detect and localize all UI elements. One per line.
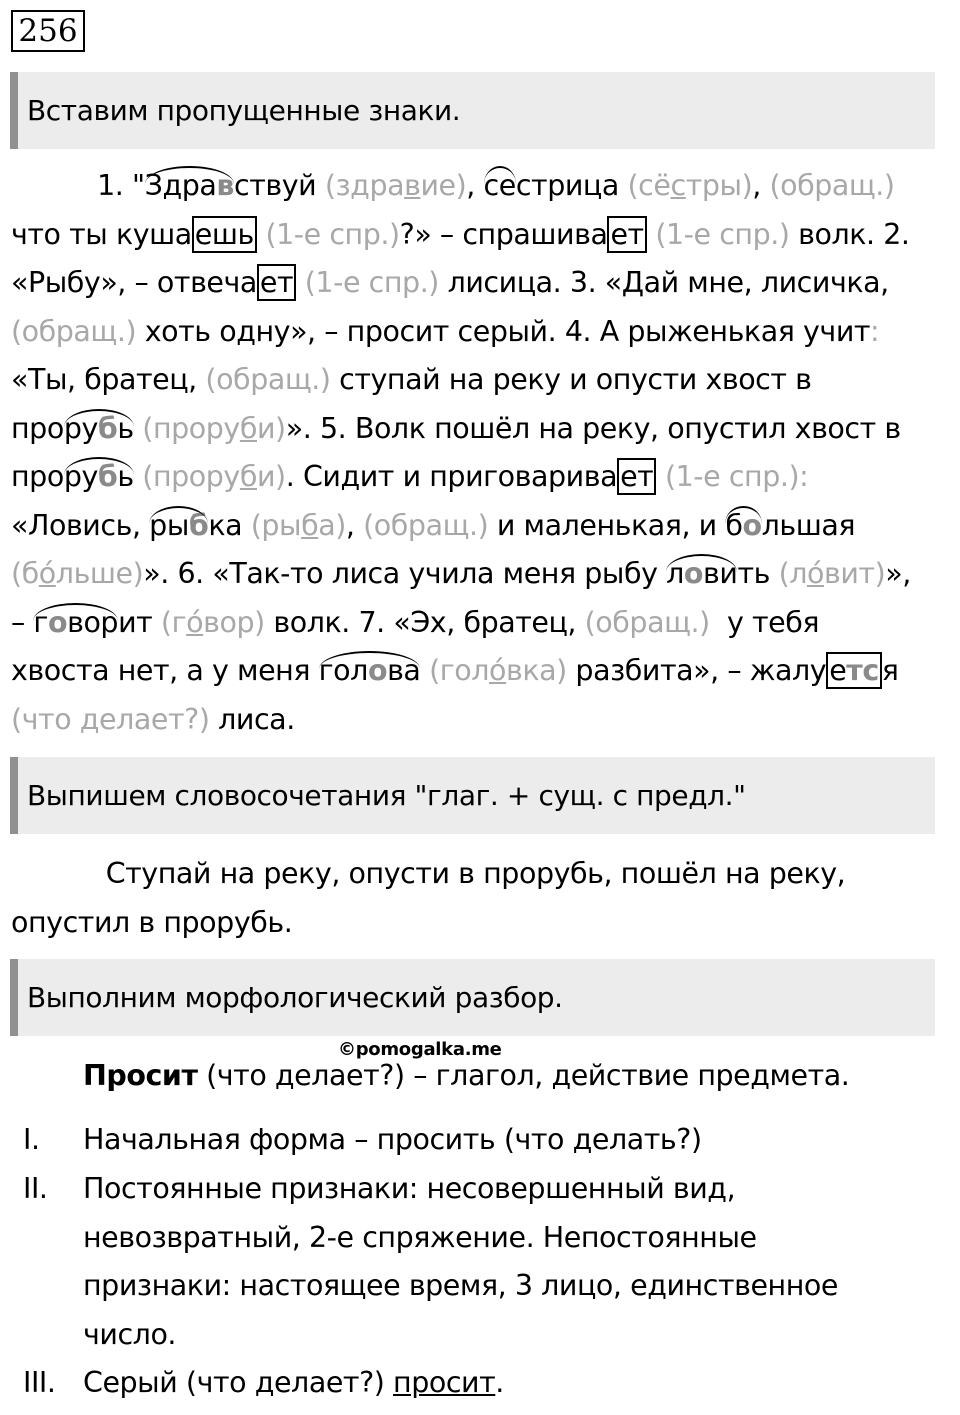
list-marker: III.	[23, 1366, 56, 1399]
text-line: (обращ.) хоть одну», – просит серый. 4. А рыженькая учит:	[11, 314, 880, 348]
exercise-number: 256	[11, 10, 85, 52]
phrases-line-1: Ступай на реку, опусти в прорубь, пошёл на реку,	[105, 857, 846, 890]
text-line: (что делает?) лиса.	[11, 702, 295, 736]
section-header-phrases: Выпишем словосочетания "глаг. + сущ. с предл."	[10, 757, 935, 834]
section-header-morph: Выполним морфологический разбор.	[10, 959, 935, 1036]
text-line: – говорит (го́вор) волк. 7. «Эх, братец, (обращ.) у тебя	[11, 599, 941, 648]
list-marker: II.	[23, 1172, 48, 1205]
phrases-text	[11, 850, 941, 947]
watermark: ©pomogalka.me	[338, 1039, 502, 1060]
list-text: Начальная форма – просить (что делать?)	[83, 1123, 702, 1156]
list-text: число.	[83, 1317, 177, 1351]
list-text: невозвратный, 2-е спряжение. Непостоянные	[83, 1220, 757, 1254]
text-line: «Ты, братец, (обращ.) ступай на реку и опусти хвост в	[11, 363, 812, 396]
text-line: прорубь (проруби)». 5. Волк пошёл на реку, опустил хвост в	[11, 405, 941, 454]
list-text: признаки: настоящее время, 3 лицо, единственное	[83, 1269, 838, 1302]
text-line: 1. "Здравствуй (здравие), сестрица (сёстры), (обращ.)	[11, 162, 941, 211]
text-line: «Рыбу», – отвеча ет (1-е спр.) лисица. 3. «Дай мне, лисичка,	[11, 266, 889, 299]
text-line: (бо́льше)». 6. «Так-то лиса учила меня рыбу ловить (ло́вит)»,	[11, 550, 941, 599]
list-text: Постоянные признаки: несовершенный вид,	[83, 1172, 736, 1205]
exercise-text	[11, 162, 941, 744]
list-marker: I.	[23, 1123, 40, 1156]
morph-word: Просит	[83, 1059, 198, 1092]
text-line: хвоста нет, а у меня голова (голо́вка) разбита», – жалу етс я	[11, 647, 941, 696]
section-header-insert-marks: Вставим пропущенные знаки.	[10, 72, 935, 149]
text-line: что ты куша ешь (1-е спр.)?» – спрашива ет (1-е спр.) волк. 2.	[11, 217, 910, 251]
morph-intro-text: (что делает?) – глагол, действие предмета.	[197, 1059, 850, 1092]
list-text: Серый (что делает?)	[83, 1366, 394, 1399]
text-line: «Ловись, рыбка (рыба), (обращ.) и маленькая, и большая	[11, 502, 941, 551]
underlined-word: просит	[393, 1366, 496, 1399]
text-line: прорубь (проруби). Сидит и приговарива ет (1-е спр.):	[11, 453, 941, 502]
morph-intro	[11, 1052, 941, 1101]
phrases-line-2: опустил в прорубь.	[11, 905, 293, 939]
